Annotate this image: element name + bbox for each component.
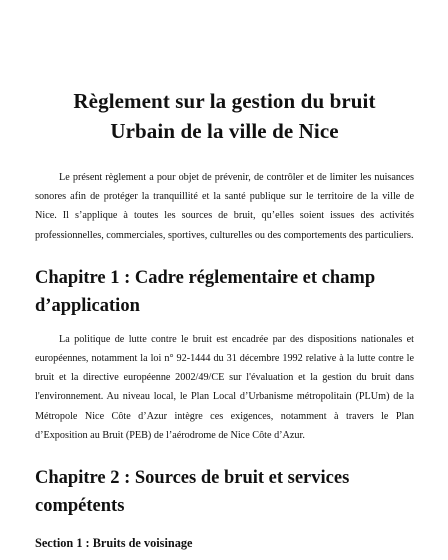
section-1-heading: Section 1 : Bruits de voisinage <box>35 536 193 551</box>
document-title <box>35 0 414 146</box>
chapter-1-paragraph: La politique de lutte contre le bruit est encadrée par des dispositions nationales et européennes, notamment la loi n° 92-1444 du 31 décembre 1992 relative à la lutte contre le bruit et la directive européenne 2002/49/CE sur l'évaluation et la gestion du bruit dans l'environnement. Au niveau local, le Plan Local d’Urbanisme métropolitain (PLUm) de la Métropole Nice Côte d’Azur intègre ces exigences, notamment à travers le Plan d’Exposition au Bruit (PEB) de l’aérodrome de Nice Côte d’Azur. <box>35 333 414 441</box>
title-line-1: Règlement sur la gestion du bruit <box>73 89 376 113</box>
chapter-1-heading: Chapitre 1 : Cadre réglementaire et champ d’application <box>35 267 376 316</box>
chapter-2-heading: Chapitre 2 : Sources de bruit et services compétents <box>35 468 350 517</box>
title-line-2: Urbain de la ville de Nice <box>110 119 339 143</box>
intro-paragraph: Le présent règlement a pour objet de prévenir, de contrôler et de limiter les nuisances sonores afin de protéger la tranquillité et la santé publique sur le territoire de la ville de Nice. Il s’applique à toutes les sources de bruit, qu’elles soient issues des activités professionnelles, commerciales, sportives, culturelles ou des comportements des particuliers. <box>35 172 414 241</box>
